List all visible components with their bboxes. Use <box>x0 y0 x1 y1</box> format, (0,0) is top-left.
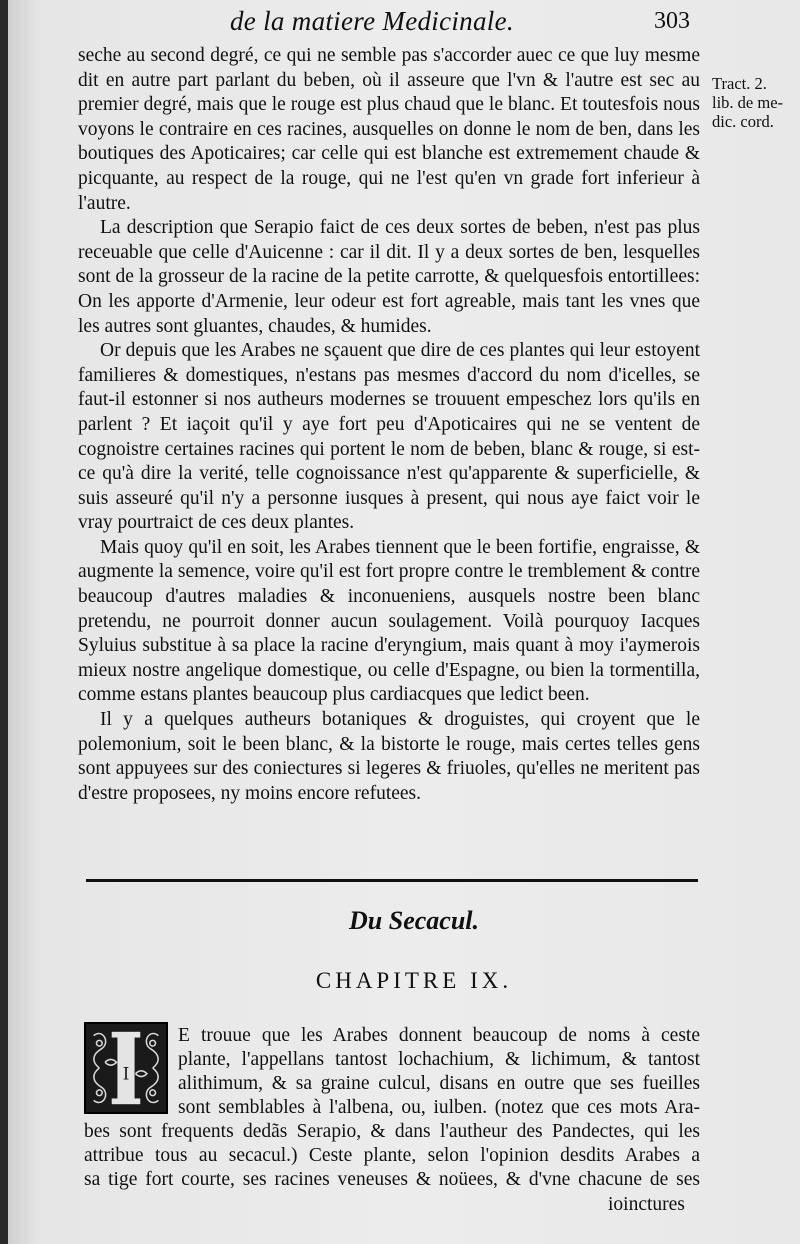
chapter-heading: CHAPITRE IX. <box>315 968 513 993</box>
chapter-line: sont semblables à l'albena, ou, iulben. (notez que ces mots Ara- <box>178 1097 700 1118</box>
paragraph: seche au second degré, ce qui ne semble pas s'accorder auec ce que luy mesme dit en autre part parlant du beben, où il asseure que l'vn & l'autre est sec au premier degré, mais que le rouge est plus chaud que le blanc. Et toutesfois nous voyons le contraire en ces racines, ausquelles on donne le nom de ben, dans les boutiques des Apoticaires; car celle qui est blanche est extremement chaude & picquante, au respect de la rouge, qui ne l'est qu'en vn grade fort inferieur à l'autre. <box>78 45 700 214</box>
drop-cap-letter: I <box>122 1064 130 1085</box>
page-number: 303 <box>654 8 690 34</box>
chapter-line: E trouue que les Arabes donnent beaucoup de noms à ceste <box>178 1025 700 1046</box>
section-title: Du Secacul. <box>349 906 479 935</box>
chapter-line: plante, l'appellans tantost lochachium, & lichimum, & tantost <box>178 1049 700 1070</box>
chapter-line: sa tige fort courte, ses racines veneuses & noüees, & d'vne chacune de ses <box>84 1169 700 1190</box>
margin-note <box>712 74 798 131</box>
body-text <box>78 44 700 806</box>
paragraph: La description que Serapio faict de ces deux sortes de beben, n'est pas plus receuable que celle d'Auicenne : car il dit. Il y a deux sortes de ben, lesquelles sont de la grosseur de la racine de la petite carrotte, & quelquesfois entortillees: On les apporte d'Armenie, leur odeur est fort agreable, mais tant les vnes que les autres sont gluantes, chaudes, & humides. <box>78 217 700 337</box>
paragraph: Il y a quelques autheurs botaniques & droguistes, qui croyent que le polemonium, soit le been blanc, & la bistorte le rouge, mais certes telles gens sont appuyees sur des coniectures si legeres & friuoles, qu'elles ne meritent pas d'estre proposees, ny moins encore refutees. <box>78 709 700 804</box>
paragraph: Mais quoy qu'il en soit, les Arabes tiennent que le been fortifie, engraisse, & augmente la semence, voire qu'il est fort propre contre le tremblement & contre beaucoup d'autres maladies & inconueniens, ausquels nostre been blanc pretendu, ne pourroit donner aucun soulagement. Voilà pourquoy Iacques Syluius substitue à sa place la racine d'eryngium, mais quant à moy i'aymerois mieux nostre angelique domestique, ou celle d'Espagne, ou bien la tormentilla, comme estans plantes beaucoup plus cardiacques que ledict been. <box>78 536 700 706</box>
page-header <box>8 6 800 40</box>
running-head: de la matiere Medicinale. <box>230 6 514 36</box>
drop-cap-ornament-icon <box>86 1024 166 1112</box>
chapter-line: alithimum, & sa graine culcul, disans en outre que ses fueilles <box>178 1073 700 1094</box>
margin-note-line: lib. de me- <box>712 93 784 112</box>
margin-note-line: Tract. 2. <box>712 74 767 93</box>
ornamental-drop-cap <box>84 1022 168 1114</box>
chapter-line: attribue tous au secacul.) Ceste plante, selon l'opinion desdits Arabes a <box>84 1145 700 1166</box>
section-divider-rule <box>86 879 698 882</box>
catchword: ioinctures <box>608 1194 685 1215</box>
chapter-text <box>84 1024 700 1192</box>
paragraph: Or depuis que les Arabes ne sçauent que dire de ces plantes qui leur estoyent familieres & domestiques, n'estans pas mesmes d'accord du nom d'icelles, se faut-il estonner si nos autheurs modernes se trouuent empeschez lors qu'ils en parlent ? Et iaçoit qu'il y aye fort peu d'Apoticaires qui ne se ventent de cognoistre certaines racines qui portent le nom de beben, blanc & rouge, si est-ce qu'à dire la verité, telle cognoissance n'est qu'apparente & superficielle, & suis asseuré qu'il n'y a personne iusques à present, qui nous aye faict voir le vray pourtraict de ces deux plantes. <box>78 340 700 534</box>
chapter-line: bes sont frequents dedãs Serapio, & dans l'autheur des Pandectes, qui les <box>84 1121 700 1142</box>
book-page <box>8 0 800 1244</box>
margin-note-line: dic. cord. <box>712 112 774 131</box>
